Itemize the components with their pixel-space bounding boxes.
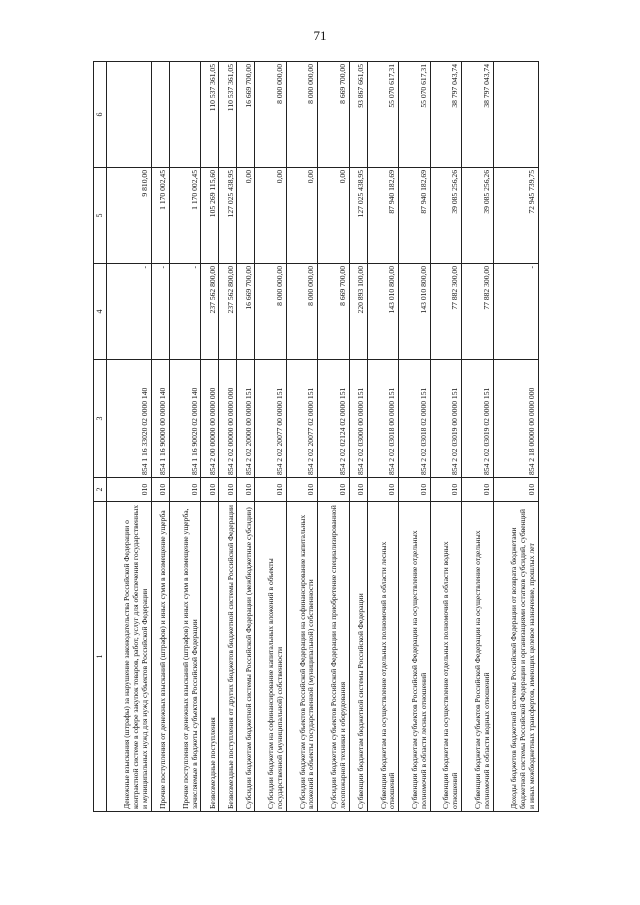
row-name: Субвенции бюджетам субъектов Российской Федерации на осуществление отдельных полномочий в области водных отношений: [462, 502, 493, 812]
column-header: 5: [94, 168, 107, 264]
row-value-col5: 39 085 256,26: [430, 168, 461, 264]
table-row: [237, 62, 255, 812]
row-code: 010: [286, 478, 317, 502]
row-value-col6: 93 867 661,05: [349, 62, 367, 168]
row-name: Субвенции бюджетам субъектов Российской Федерации на осуществление отдельных полномочий в области лесных отношений: [399, 502, 430, 812]
table-row: [399, 62, 430, 812]
row-value-col4: 77 882 300,00: [430, 264, 461, 360]
row-name: Субвенции бюджетам на осуществление отдельных полномочий в области водных отношений: [430, 502, 461, 812]
row-value-col4: -: [493, 264, 538, 360]
table-row: [493, 62, 538, 812]
row-value-col5: 105 269 115,60: [201, 168, 219, 264]
row-value-col5: 39 085 256,26: [462, 168, 493, 264]
row-code: 010: [349, 478, 367, 502]
row-value-col6: [493, 62, 538, 168]
row-name: Доходы бюджетов бюджетной системы Российской Федерации от возврата бюджетами бюджетной системы Российской Федерации и организациями остатков субсидий, субвенций и иных межбюджетных трансфертов, имеющих целевое назначение, прошлых лет: [493, 502, 538, 812]
row-value-col6: 110 537 361,05: [201, 62, 219, 168]
row-name: Безвозмездные поступления: [201, 502, 219, 812]
rotated-table-wrapper: [93, 62, 539, 812]
row-value-col4: 16 669 700,00: [237, 264, 255, 360]
row-kbk: 854 1 16 33020 02 0000 140: [107, 360, 152, 478]
row-value-col6: 55 070 617,31: [399, 62, 430, 168]
row-code: 010: [201, 478, 219, 502]
row-kbk: 854 2 02 00000 00 0000 000: [219, 360, 237, 478]
row-name: Безвозмездные поступления от других бюджетов бюджетной системы Российской Федерации: [219, 502, 237, 812]
row-value-col6: 8 000 000,00: [255, 62, 286, 168]
table-row: [255, 62, 286, 812]
row-kbk: 854 2 02 03019 00 0000 151: [430, 360, 461, 478]
table-row: [462, 62, 493, 812]
row-value-col5: 72 945 739,75: [493, 168, 538, 264]
row-name: Субсидии бюджетам субъектов Российской Федерации на приобретение специализированной лесопожарной техники и оборудования: [318, 502, 349, 812]
row-kbk: 854 2 02 03018 00 0000 151: [367, 360, 398, 478]
row-value-col6: [151, 62, 169, 168]
row-kbk: 854 2 02 03000 00 0000 151: [349, 360, 367, 478]
row-kbk: 854 2 02 03018 02 0000 151: [399, 360, 430, 478]
row-kbk: 854 2 02 03019 02 0000 151: [462, 360, 493, 478]
row-code: 010: [430, 478, 461, 502]
column-header: 4: [94, 264, 107, 360]
row-code: 010: [151, 478, 169, 502]
table-row: [318, 62, 349, 812]
row-value-col4: 77 882 300,00: [462, 264, 493, 360]
row-kbk: 854 2 02 02124 02 0000 151: [318, 360, 349, 478]
row-value-col5: 87 940 182,69: [367, 168, 398, 264]
row-value-col6: 8 000 000,00: [286, 62, 317, 168]
row-value-col4: 143 010 800,00: [399, 264, 430, 360]
row-code: 010: [318, 478, 349, 502]
row-value-col4: 237 562 800,00: [219, 264, 237, 360]
column-header: 6: [94, 62, 107, 168]
table-row: [201, 62, 219, 812]
row-value-col5: 1 170 002,45: [169, 168, 200, 264]
row-value-col4: 237 562 800,00: [201, 264, 219, 360]
row-code: 010: [107, 478, 152, 502]
row-value-col5: 0,00: [255, 168, 286, 264]
table-row: [367, 62, 398, 812]
row-kbk: 854 2 02 20000 00 0000 151: [237, 360, 255, 478]
column-header: 3: [94, 360, 107, 478]
table-row: [286, 62, 317, 812]
row-value-col5: 1 170 002,45: [151, 168, 169, 264]
row-value-col4: -: [151, 264, 169, 360]
row-kbk: 854 2 18 00000 00 0000 000: [493, 360, 538, 478]
table-row: [151, 62, 169, 812]
row-value-col6: 38 797 043,74: [430, 62, 461, 168]
row-code: 010: [367, 478, 398, 502]
row-kbk: 854 2 02 20077 02 0000 151: [286, 360, 317, 478]
row-value-col5: 9 810,00: [107, 168, 152, 264]
row-name: Субвенции бюджетам бюджетной системы Российской Федерации: [349, 502, 367, 812]
row-code: 010: [255, 478, 286, 502]
row-kbk: 854 1 16 90020 02 0000 140: [169, 360, 200, 478]
row-value-col6: 8 669 700,00: [318, 62, 349, 168]
row-kbk: 854 1 16 90000 00 0000 140: [151, 360, 169, 478]
row-code: 010: [219, 478, 237, 502]
table-row: [107, 62, 152, 812]
table-body: [107, 62, 539, 812]
row-name: Субвенции бюджетам на осуществление отдельных полномочий в области лесных отношений: [367, 502, 398, 812]
row-value-col5: 0,00: [286, 168, 317, 264]
row-value-col4: -: [169, 264, 200, 360]
row-value-col6: 38 797 043,74: [462, 62, 493, 168]
row-value-col5: 0,00: [318, 168, 349, 264]
row-value-col5: 127 025 438,95: [219, 168, 237, 264]
header-row: [94, 62, 107, 812]
row-value-col4: 8 000 000,00: [255, 264, 286, 360]
row-name: Прочие поступления от денежных взысканий (штрафов) и иных сумм в возмещение ущерба, зачисляемые в бюджеты субъектов Российской Федерации: [169, 502, 200, 812]
row-code: 010: [399, 478, 430, 502]
row-code: 010: [169, 478, 200, 502]
row-code: 010: [462, 478, 493, 502]
page-number: 71: [313, 28, 327, 43]
row-name: Субсидии бюджетам на софинансирование капитальных вложений в объекты государственной (муниципальной) собственности: [255, 502, 286, 812]
row-value-col6: 16 669 700,00: [237, 62, 255, 168]
row-value-col4: -: [107, 264, 152, 360]
table-row: [169, 62, 200, 812]
revenue-table: [93, 61, 539, 812]
column-header: 2: [94, 478, 107, 502]
row-code: 010: [493, 478, 538, 502]
row-value-col6: [169, 62, 200, 168]
row-value-col4: 8 669 700,00: [318, 264, 349, 360]
row-code: 010: [237, 478, 255, 502]
row-kbk: 854 2 00 00000 00 0000 000: [201, 360, 219, 478]
row-name: Прочие поступления от денежных взысканий (штрафов) и иных сумм в возмещение ущерба: [151, 502, 169, 812]
table-row: [219, 62, 237, 812]
row-name: Субсидии бюджетам субъектов Российской Федерации на софинансирование капитальных вложений в объекты государственной (муниципальной) собственности: [286, 502, 317, 812]
row-value-col5: 127 025 438,95: [349, 168, 367, 264]
row-value-col5: 0,00: [237, 168, 255, 264]
table-row: [349, 62, 367, 812]
row-value-col5: 87 940 182,69: [399, 168, 430, 264]
row-value-col4: 8 000 000,00: [286, 264, 317, 360]
row-value-col6: 110 537 361,05: [219, 62, 237, 168]
column-header: 1: [94, 502, 107, 812]
row-value-col6: [107, 62, 152, 168]
row-name: Субсидии бюджетам бюджетной системы Российской Федерации (межбюджетные субсидии): [237, 502, 255, 812]
table-row: [430, 62, 461, 812]
row-value-col6: 55 070 617,31: [367, 62, 398, 168]
row-name: Денежные взыскания (штрафы) за нарушение законодательства Российской Федерации о контрактной системе в сфере закупок товаров, работ, услуг для обеспечения государственных и муниципальных нужд для нужд субъектов Российской Федерации: [107, 502, 152, 812]
row-value-col4: 143 010 800,00: [367, 264, 398, 360]
row-kbk: 854 2 02 20077 00 0000 151: [255, 360, 286, 478]
row-value-col4: 220 893 100,00: [349, 264, 367, 360]
